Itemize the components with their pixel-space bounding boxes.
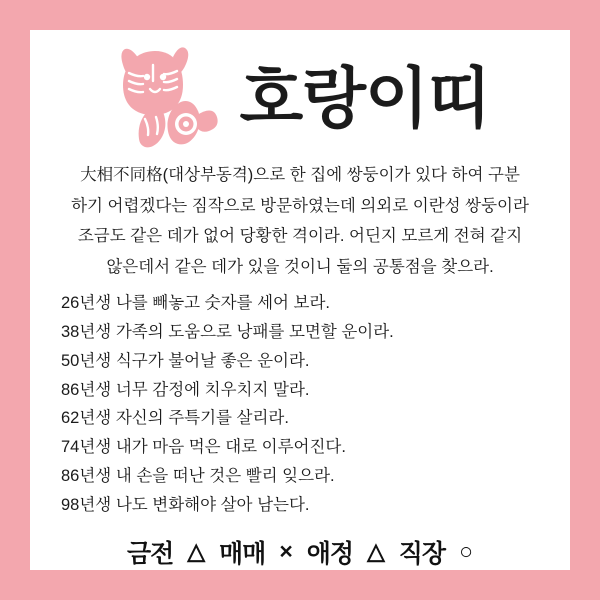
list-item: 86년생 내 손을 떠난 것은 빨리 잊으라. bbox=[61, 467, 335, 486]
summary-label-work: 직장 bbox=[398, 539, 446, 568]
summary-value-money: △ bbox=[187, 538, 206, 565]
list-item: 50년생 식구가 불어날 좋은 운이라. bbox=[61, 351, 310, 370]
summary-value-work: ○ bbox=[459, 538, 473, 565]
summary-label-money: 금전 bbox=[127, 539, 174, 568]
summary-label-trade: 매매 bbox=[219, 539, 266, 568]
list-item: 62년생 자신의 주특기를 살리라. bbox=[61, 409, 289, 428]
paragraph-line: 하기 어렵겠다는 짐작으로 방문하였는데 의외로 이란성 쌍둥이라 bbox=[71, 196, 529, 215]
list-item: 38년생 가족의 도움으로 낭패를 모면할 운이라. bbox=[61, 322, 394, 341]
paragraph-line: 大相不同格(대상부동격)으로 한 집에 쌍둥이가 있다 하여 구분 bbox=[80, 166, 520, 184]
fortune-list bbox=[61, 289, 539, 520]
tiger-icon bbox=[109, 43, 229, 153]
list-item: 26년생 나를 빼놓고 숫자를 세어 보라. bbox=[61, 293, 331, 312]
intro-paragraph bbox=[61, 162, 539, 285]
summary-row bbox=[61, 534, 539, 570]
summary-value-trade: × bbox=[279, 538, 293, 565]
paragraph-line: 않은데서 같은 데가 있을 것이니 둘의 공통점을 찾으라. bbox=[106, 258, 494, 277]
summary-value-love: △ bbox=[367, 538, 385, 565]
list-item: 98년생 나도 변화해야 살아 남는다. bbox=[61, 496, 310, 514]
list-item: 86년생 너무 감정에 치우치지 말라. bbox=[61, 380, 310, 399]
content-card bbox=[30, 30, 570, 570]
page-title: 호랑이띠 bbox=[239, 61, 491, 135]
list-item: 74년생 내가 마음 먹은 대로 이루어진다. bbox=[61, 438, 346, 457]
summary-label-love: 애정 bbox=[306, 539, 354, 568]
header bbox=[30, 30, 570, 158]
paragraph-line: 조금도 같은 데가 없어 당황한 격이라. 어딘지 모르게 전혀 같지 bbox=[77, 227, 523, 246]
